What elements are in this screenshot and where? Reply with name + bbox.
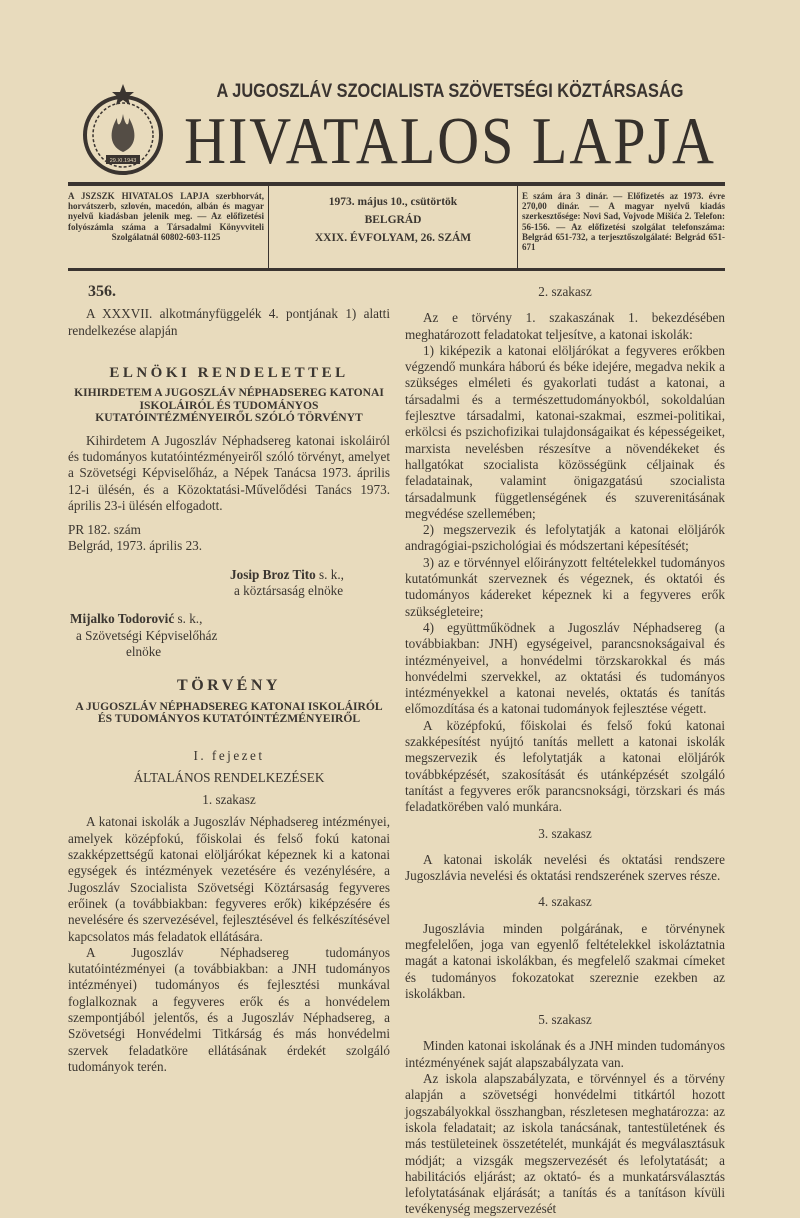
decree-heading: ELNÖKI RENDELETTEL [109, 364, 349, 381]
issue-number: XXIX. ÉVFOLYAM, 26. SZÁM [314, 232, 472, 244]
signer-name: Josip Broz Tito [230, 566, 316, 582]
decree-text: Kihirdetem A Jugoszláv Néphadsereg katonai iskoláiról és tudományos kutatóintézményeiről szóló törvényt, amelyet a Szövetségi Képviselőház, a Népek Tanácsa 1973. április 12-i ülésén, és a Közoktatási-Művelődési Tanács 1973. április 23-i ülésén elfogadott. [68, 432, 390, 513]
issue-place: BELGRÁD [364, 214, 422, 226]
signer-role-cont: elnöke [126, 643, 162, 659]
signature-todorovic [70, 611, 390, 660]
signer-sk: s. k., [174, 611, 203, 627]
signer-role: a Szövetségi Képviselőház [76, 627, 218, 643]
reference-date: Belgrád, 1973. április 23. [68, 538, 203, 554]
issue-date: 1973. május 10., csütörtök [328, 196, 458, 208]
masthead-title: HIVATALOS LAPJA [184, 103, 716, 178]
right-column [405, 284, 725, 1218]
signer-role: a köztársaság elnöke [234, 583, 344, 599]
section-paragraph: A katonai iskolák a Jugoszláv Néphadsereg intézményei, amelyek középfokú, főiskolai és felső fokú katonai szakképzettségű katonai elöljárókat képeznek ki a katonai egységek és intézmények vezetésére és vezénylésére, a Jugoszláv Szocialista Szövetségi Köztársaság fegyveres erőinek (a továbbiakban: fegyveres erők) kiképzésére és nevelésére és szervezésével, fejlesztésével és felkészítésével kapcsolatos más feladatok ellátására. [68, 814, 390, 944]
section-heading: 5. szakasz [538, 1012, 592, 1028]
info-band [68, 182, 725, 271]
list-item: 1) kiképezik a katonai elöljárókat a fegyveres erőkben végzendő munkára háború és béke idejére, megadva nekik a szükséges elméleti és gyakorlati tudást a katonai, a társadalmi és a természettudományokból, sokoldalúan fejlesztve társadalmi, katonai-szakmai, eszmei-politikai, erkölcsi és pszichofizikai tulajdonságaikat és képességeiket, marxista nevelésben részesítve a növendékeket és hallgatókat szocialista közösségünk céljainak és feladatainak, valamint önigazgatású szocialista társadalmunk függetlenségének és szuverenitásának megvédése szellemében; [405, 342, 725, 521]
list-item: 4) együttműködnek a Jugoszláv Néphadsereg (a továbbiakban: JNH) egységeivel, parancsnokságaival és intézményeivel, a honvédelmi törzskarokkal és más honvédelmi szervekkel, az oktatási és tudományos intézményekkel a katonai nevelés, oktatás és tanítás előmozdítása és a katonai tudományok fejlesztése végett. [405, 619, 725, 717]
law-heading: TÖRVÉNY [177, 677, 281, 695]
section-heading: 3. szakasz [538, 825, 592, 841]
emblem-date: 29.XI.1943 [109, 158, 137, 164]
section-paragraph: Az e törvény 1. szakaszának 1. bekezdésében meghatározott feladatokat teljesítve, a katonai iskolák: [405, 310, 725, 342]
state-emblem-icon [78, 80, 168, 178]
list-item: 2) megszervezik és lefolytatják a katonai elöljárók andragógiai-pszichológiai és módszertani képesítését; [405, 522, 725, 554]
publication-info: A JSZSZK HIVATALOS LAPJA szerbhorvát, horvátszerb, szlovén, macedón, albán és magyar nyelvű kiadásban jelenik meg. — Az előfizetési folyószámla száma a Társadalmi Könyvviteli Szolgálatnál 60802-603-1125 [68, 191, 264, 242]
section-paragraph: A középfokú, főiskolai és felső fokú katonai szakképesítést nyújtó tanítás mellett a katonai iskolák megszervezik és lefolytatják a katonai elöljárók továbbképzését, szakosítását és utánképzését szolgáló tanítást a fegyveres erők parancsnoksági, törzskari és más feladatkörében való munkára. [405, 717, 725, 815]
signer-sk: s. k., [315, 566, 344, 582]
subscription-info: E szám ára 3 dinár. — Előfizetés az 1973. évre 270,00 dinár. — A magyar nyelvű kiadás szerkesztősége: Novi Sad, Vojvode Mišića 2. Telefon: 56-156. — Az előfizetési szolgálat telefonszáma: Belgrád 651-732, a terjesztőszolgálaté: Belgrád 651-671 [522, 191, 725, 253]
section-paragraph: Az iskola alapszabályzata, e törvénnyel és a törvény alapján a szövetségi honvédelmi titkártól hozott jogszabályokkal összhangban, részletesen meghatározza: az iskola feladatait; az iskola tanácsának, tantestületének és más testületeinek összetételét, munkáját és megválasztásuk módját; a vizsgák megszervezését és lefolytatását; a habilitációs eljárást; az oktató- és a munkatársválasztás lefolytatásának eljárását; a tanítás és a tanításon kívüli tevékenység megszervezését [405, 1071, 725, 1217]
intro-text: A XXXVII. alkotmányfüggelék 4. pontjának 1) alatti rendelkezése alapján [68, 306, 390, 338]
signature-tito [230, 567, 390, 600]
section-paragraph: A Jugoszláv Néphadsereg tudományos kutatóintézményei (a továbbiakban: a JNH tudományos intézményei) tudományos és fejlesztési munkával foglalkoznak a fegyveres erők és a honvédelem szempontjából jelentős, és a Jugoszláv Néphadsereg, a Szövetségi Honvédelmi Titkárság és más honvédelmi szervek feladatköre ellátásának érdekét szolgáló tudományok terén. [68, 944, 390, 1074]
section-heading: 1. szakasz [202, 792, 256, 808]
section-paragraph: Minden katonai iskolának és a JNH minden tudományos intézményének saját alapszabályzata van. [405, 1038, 725, 1070]
signer-name: Mijalko Todorović [70, 611, 175, 627]
law-title: A JUGOSZLÁV NÉPHADSEREG KATONAI ISKOLÁIRÓL ÉS TUDOMÁNYOS KUTATÓINTÉZMÉNYEIRŐL [75, 699, 383, 726]
section-heading: 4. szakasz [538, 894, 592, 910]
section-paragraph: A katonai iskolák nevelési és oktatási rendszere Jugoszlávia nevelési és oktatási rendszerének szerves része. [405, 851, 725, 884]
left-column [68, 284, 390, 1075]
masthead-subtitle: A JUGOSZLÁV SZOCIALISTA SZÖVETSÉGI KÖZTÁRSASÁG [216, 81, 684, 102]
act-number: 356. [88, 283, 116, 300]
list-item: 3) az e törvénnyel előirányzott feltételekkel tudományos kutatómunkát szerveznek és végeznek, és oktatói és tudományos kádereket képeznek ki a fegyveres erők szükségleteire; [405, 554, 725, 619]
decree-title: KIHIRDETEM A JUGOSZLÁV NÉPHADSEREG KATONAI ISKOLÁIRÓL ÉS TUDOMÁNYOS KUTATÓINTÉZMÉNYEIRŐL SZÓLÓ TÖRVÉNYT [74, 386, 384, 425]
chapter-title: ÁLTALÁNOS RENDELKEZÉSEK [133, 769, 325, 785]
reference-number: PR 182. szám [68, 522, 141, 538]
issue-info [268, 186, 518, 268]
section-heading: 2. szakasz [538, 284, 592, 299]
chapter-number: I. fejezet [193, 747, 265, 763]
section-paragraph: Jugoszlávia minden polgárának, e törvénynek megfelelően, joga van egyenlő feltételekkel iskoláztatnia magát a katonai iskolákban, és megfelelő szakmai címeket és tudományos fokozatokat szereznie ezekben az iskolákban. [405, 920, 725, 1001]
